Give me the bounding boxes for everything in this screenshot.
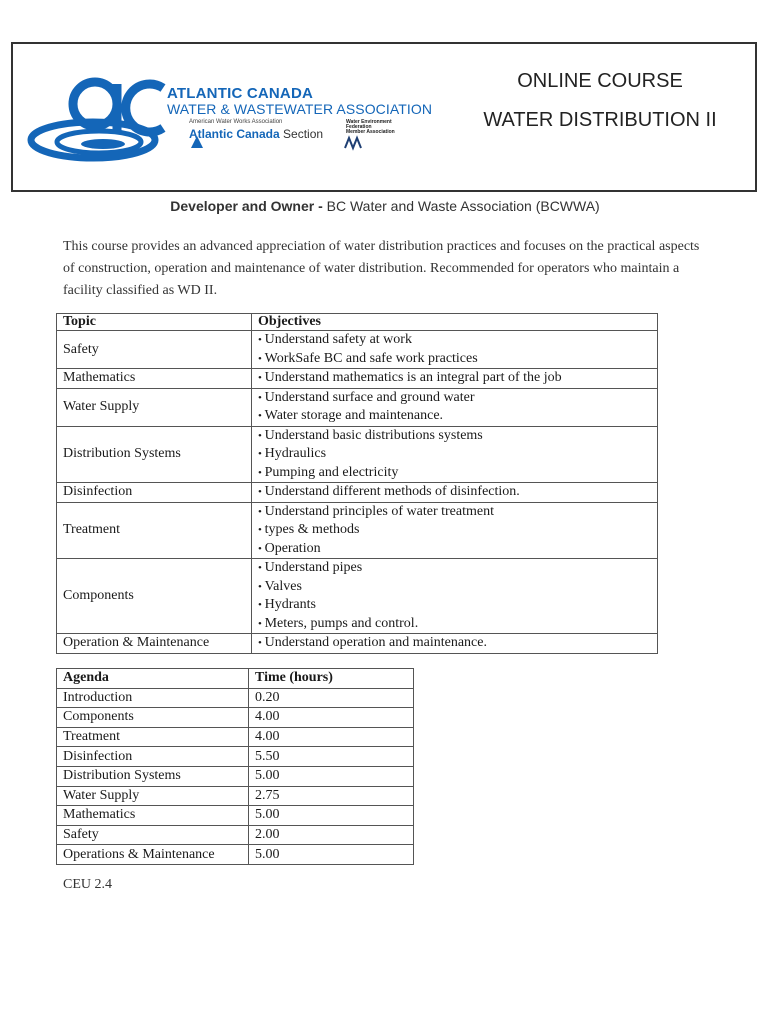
bullet-icon: •	[258, 542, 265, 555]
bullet-icon: •	[258, 466, 265, 479]
objectives-cell	[252, 559, 658, 634]
agenda-item-cell: Disinfection	[57, 747, 249, 767]
objectives-cell	[252, 483, 658, 503]
objective-item	[258, 559, 651, 578]
topic-cell: Mathematics	[57, 369, 252, 389]
topics-table	[56, 313, 658, 654]
objective-item	[258, 407, 651, 426]
bullet-icon: •	[258, 637, 265, 649]
topic-cell: Treatment	[57, 502, 252, 559]
wef-logo-line: Member Association	[346, 129, 395, 135]
wef-logo-line: Water Environment	[346, 119, 392, 125]
topic-cell: Components	[57, 559, 252, 634]
org-name-line4	[189, 127, 323, 141]
agenda-item-cell: Distribution Systems	[57, 766, 249, 786]
objective-item	[258, 596, 651, 615]
org-name-line2: WATER & WASTEWATER ASSOCIATION	[167, 101, 433, 117]
topic-cell: Operation & Maintenance	[57, 634, 252, 654]
objective-text: Pumping and electricity	[264, 464, 399, 480]
objective-text: Understand operation and maintenance.	[264, 635, 487, 650]
agenda-item-cell: Mathematics	[57, 806, 249, 826]
agenda-item-cell: Safety	[57, 825, 249, 845]
agenda-item-cell: Components	[57, 708, 249, 728]
table-header-cell: Objectives	[252, 314, 658, 331]
table-row	[57, 747, 414, 767]
table-row	[57, 786, 414, 806]
objective-item	[258, 331, 651, 350]
agenda-time-cell: 5.00	[249, 806, 414, 826]
table-row	[57, 766, 414, 786]
objectives-cell	[252, 426, 658, 483]
agenda-item-cell: Treatment	[57, 727, 249, 747]
agenda-item-cell: Operations & Maintenance	[57, 845, 249, 865]
topic-cell: Disinfection	[57, 483, 252, 503]
org-name-line1: ATLANTIC CANADA	[167, 85, 314, 102]
table-header-cell: Topic	[57, 314, 252, 331]
agenda-time-cell: 5.00	[249, 766, 414, 786]
objective-text: Understand pipes	[264, 560, 363, 575]
table-row	[57, 483, 658, 503]
agenda-table	[56, 668, 414, 865]
agenda-time-cell: 4.00	[249, 708, 414, 728]
objective-item	[258, 350, 651, 369]
objective-text: Hydrants	[264, 597, 316, 612]
wef-logo-line: Federation	[346, 124, 372, 130]
agenda-time-cell: 4.00	[249, 727, 414, 747]
topic-cell: Distribution Systems	[57, 426, 252, 483]
agenda-time-cell: 5.50	[249, 747, 414, 767]
bullet-icon: •	[258, 599, 265, 611]
topic-cell: Water Supply	[57, 388, 252, 426]
table-header-cell: Agenda	[57, 669, 249, 689]
objectives-cell	[252, 634, 658, 654]
objective-item	[258, 503, 651, 522]
table-header-cell: Time (hours)	[249, 669, 414, 689]
bullet-icon: •	[258, 448, 265, 460]
objective-text: Understand basic distributions systems	[264, 427, 483, 443]
table-row	[57, 825, 414, 845]
bullet-icon: •	[258, 505, 265, 518]
table-row	[57, 426, 658, 483]
objective-item	[258, 369, 651, 388]
agenda-time-cell: 2.75	[249, 786, 414, 806]
objective-text: Understand principles of water treatment	[264, 503, 494, 519]
agenda-item-cell: Introduction	[57, 688, 249, 708]
course-heading	[450, 64, 750, 132]
org-name-line3: American Water Works Association	[189, 119, 283, 125]
bullet-icon: •	[258, 580, 265, 593]
bullet-icon: •	[258, 352, 265, 365]
agenda-item-cell: Water Supply	[57, 786, 249, 806]
table-row	[57, 559, 658, 634]
course-title: WATER DISTRIBUTION II	[483, 109, 717, 131]
objective-item	[258, 634, 651, 653]
objective-item	[258, 521, 651, 540]
objective-text: Understand mathematics is an integral part of the job	[264, 370, 562, 385]
table-row	[57, 331, 658, 369]
bullet-icon: •	[258, 429, 265, 442]
objective-text: Water storage and maintenance.	[264, 408, 444, 423]
table-header-row	[57, 669, 414, 689]
objective-item	[258, 540, 651, 559]
table-row	[57, 634, 658, 654]
objective-text: Valves	[264, 578, 302, 594]
header-box	[11, 42, 757, 192]
course-description: This course provides an advanced appreciation of water distribution practices and focuses on the practical aspects of construction, operation and maintenance of water distribution. Recommended for operators who maintain a facility classified as WD II.	[63, 239, 700, 298]
bullet-icon: •	[258, 410, 265, 422]
objective-text: Operation	[264, 540, 321, 556]
developer-label: Developer and Owner -	[170, 198, 323, 214]
table-row	[57, 369, 658, 389]
objective-text: Meters, pumps and control.	[264, 615, 419, 631]
bullet-icon: •	[258, 372, 265, 384]
objective-text: WorkSafe BC and safe work practices	[264, 350, 478, 366]
bullet-icon: •	[258, 391, 265, 404]
objective-text: Understand different methods of disinfection.	[264, 484, 520, 499]
table-row	[57, 708, 414, 728]
objectives-cell	[252, 369, 658, 389]
table-row	[57, 388, 658, 426]
objective-item	[258, 464, 651, 483]
objectives-cell	[252, 388, 658, 426]
objective-text: Understand safety at work	[264, 332, 412, 347]
objective-item	[258, 578, 651, 597]
objectives-cell	[252, 502, 658, 559]
objective-text: Hydraulics	[264, 446, 327, 461]
objective-text: Understand surface and ground water	[264, 389, 475, 405]
agenda-time-cell: 0.20	[249, 688, 414, 708]
course-type: ONLINE COURSE	[517, 70, 683, 92]
bullet-icon: •	[258, 562, 265, 574]
bullet-icon: •	[258, 334, 265, 346]
objectives-cell	[252, 331, 658, 369]
agenda-time-cell: 2.00	[249, 825, 414, 845]
org-section-suffix: Section	[279, 127, 324, 141]
objective-text: types & methods	[264, 522, 360, 537]
table-header-row	[57, 314, 658, 331]
developer-value: BC Water and Waste Association (BCWWA)	[322, 198, 600, 214]
wef-logo	[346, 120, 395, 135]
table-row	[57, 727, 414, 747]
bullet-icon: •	[258, 524, 265, 536]
table-row	[57, 688, 414, 708]
objective-item	[258, 615, 651, 634]
bullet-icon: •	[258, 617, 265, 630]
org-section-name: Atlantic Canada	[189, 127, 280, 141]
table-row	[57, 806, 414, 826]
ceu-value: CEU 2.4	[63, 877, 112, 892]
table-row	[57, 845, 414, 865]
agenda-time-cell: 5.00	[249, 845, 414, 865]
objective-item	[258, 427, 651, 446]
table-row	[57, 502, 658, 559]
topic-cell: Safety	[57, 331, 252, 369]
objective-item	[258, 389, 651, 408]
objective-item	[258, 483, 651, 502]
bullet-icon: •	[258, 486, 265, 498]
objective-item	[258, 445, 651, 464]
developer-line	[0, 198, 770, 214]
